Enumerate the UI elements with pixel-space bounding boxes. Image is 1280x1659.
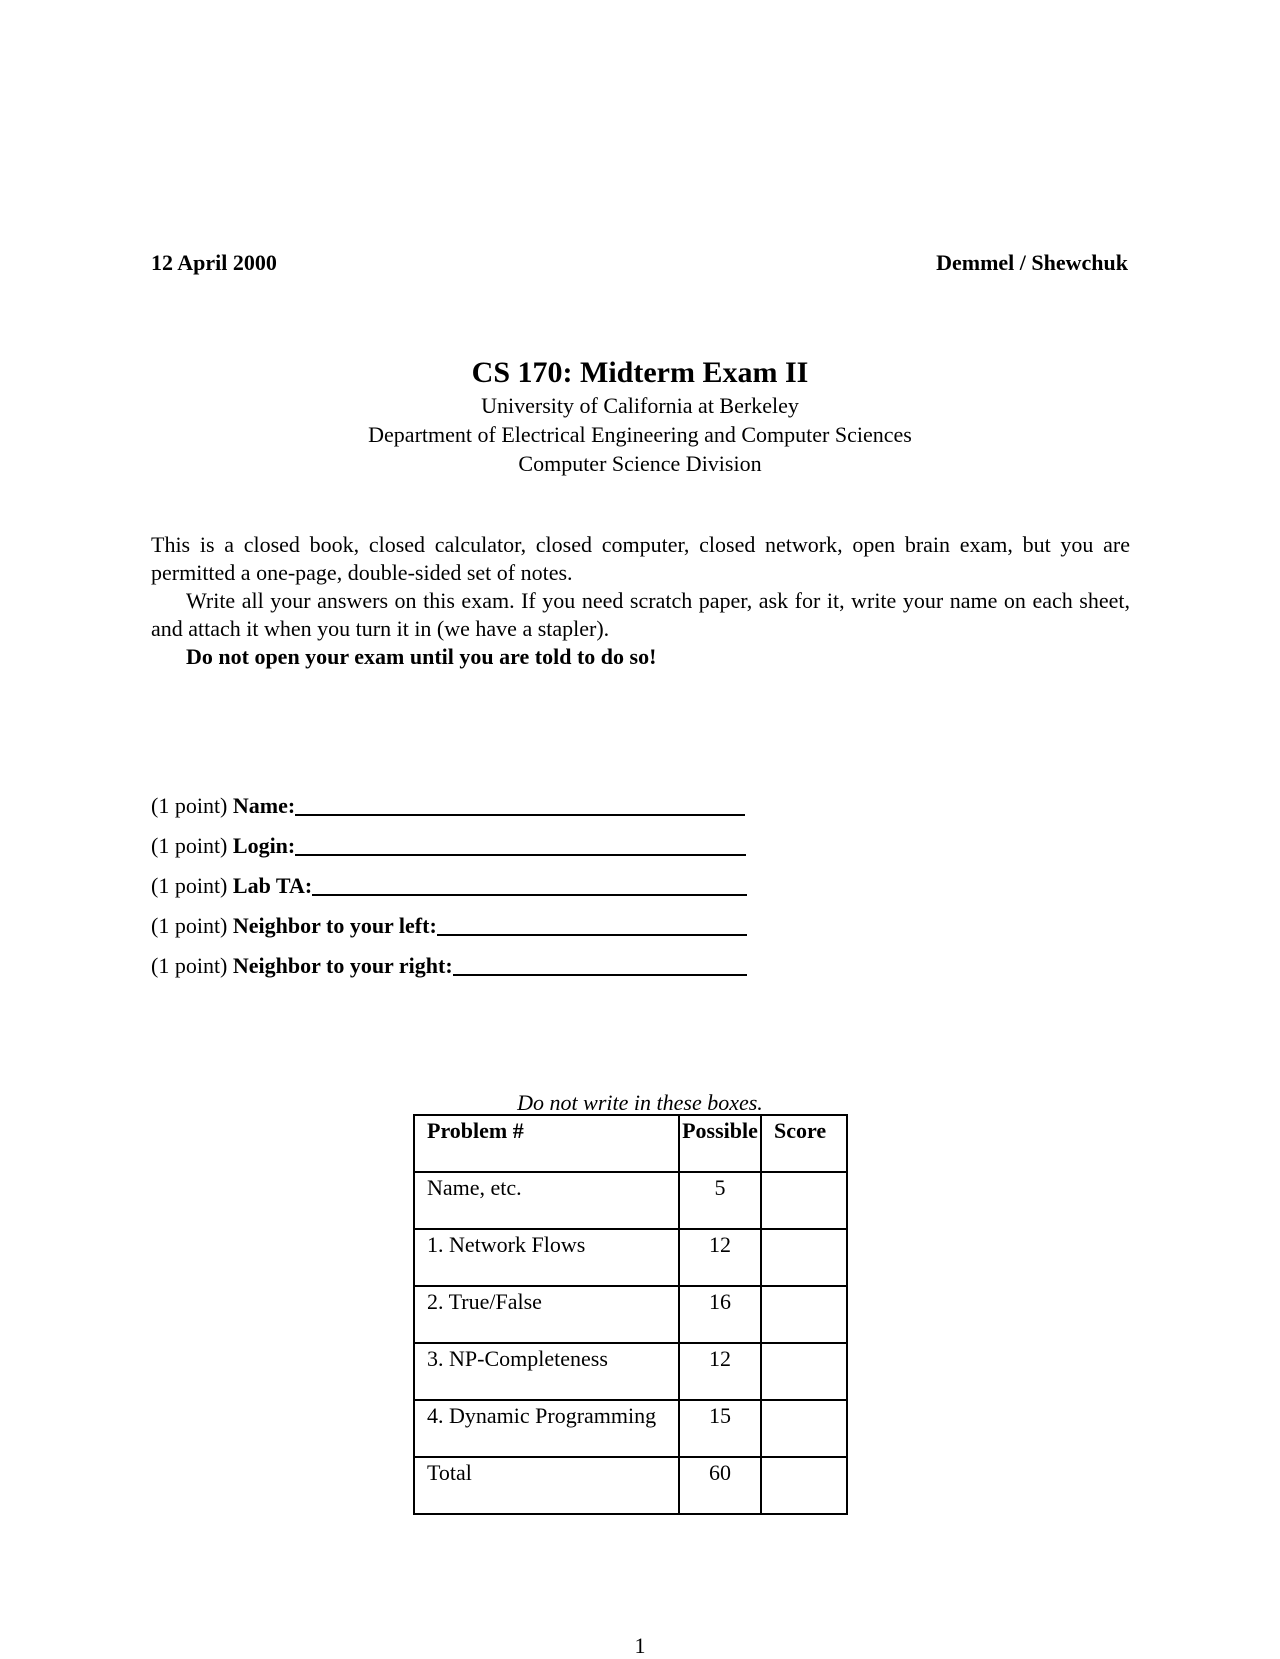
instructions-paragraph-2: Write all your answers on this exam. If you need scratch paper, ask for it, write your name on each sheet, and attach it when you turn it in (we have a stapler). <box>151 588 1130 641</box>
table-row <box>414 1400 847 1457</box>
neighbor-left-blank-line[interactable] <box>437 912 747 936</box>
exam-title: CS 170: Midterm Exam II <box>471 356 809 389</box>
possible-cell: 15 <box>679 1400 761 1457</box>
field-label: Lab TA: <box>232 873 313 898</box>
name-blank-line[interactable] <box>295 792 745 816</box>
division-name: Computer Science Division <box>518 451 762 476</box>
score-cell[interactable] <box>761 1172 847 1229</box>
instructions <box>151 531 1130 671</box>
exam-date: 12 April 2000 <box>151 250 277 275</box>
field-neighbor-left[interactable] <box>151 906 747 946</box>
problem-cell: 2. True/False <box>414 1286 679 1343</box>
table-row <box>414 1229 847 1286</box>
login-blank-line[interactable] <box>295 832 746 856</box>
table-row <box>414 1286 847 1343</box>
score-cell[interactable] <box>761 1400 847 1457</box>
field-points: (1 point) <box>151 873 233 898</box>
problem-cell: 1. Network Flows <box>414 1229 679 1286</box>
field-name[interactable] <box>151 786 747 826</box>
table-row-total <box>414 1457 847 1514</box>
student-info-fields <box>151 786 747 986</box>
problem-cell: 3. NP-Completeness <box>414 1343 679 1400</box>
field-lab-ta[interactable] <box>151 866 747 906</box>
problem-cell: Name, etc. <box>414 1172 679 1229</box>
department-name: Department of Electrical Engineering and Computer Sciences <box>368 422 912 447</box>
table-header-row <box>414 1115 847 1172</box>
page-number: 1 <box>634 1633 646 1658</box>
university-name: University of California at Berkeley <box>481 393 799 418</box>
problem-cell: Total <box>414 1457 679 1514</box>
field-neighbor-right[interactable] <box>151 946 747 986</box>
neighbor-right-blank-line[interactable] <box>453 952 747 976</box>
table-row <box>414 1343 847 1400</box>
instructions-paragraph-1: This is a closed book, closed calculator, closed computer, closed network, open brain exam, but you are permitted a one-page, double-sided set of notes. <box>151 532 1130 585</box>
possible-cell: 12 <box>679 1229 761 1286</box>
possible-cell: 5 <box>679 1172 761 1229</box>
header-problem: Problem # <box>414 1115 679 1172</box>
score-cell[interactable] <box>761 1457 847 1514</box>
field-points: (1 point) <box>151 953 233 978</box>
table-row <box>414 1172 847 1229</box>
possible-cell: 12 <box>679 1343 761 1400</box>
score-table-caption: Do not write in these boxes. <box>517 1090 763 1115</box>
field-label: Login: <box>232 833 296 858</box>
score-table <box>413 1114 848 1515</box>
field-label: Name: <box>232 793 296 818</box>
field-points: (1 point) <box>151 913 233 938</box>
field-points: (1 point) <box>151 793 233 818</box>
field-label: Neighbor to your left: <box>232 913 437 938</box>
lab-ta-blank-line[interactable] <box>312 872 747 896</box>
score-cell[interactable] <box>761 1343 847 1400</box>
title-block <box>0 355 1280 478</box>
score-cell[interactable] <box>761 1229 847 1286</box>
field-points: (1 point) <box>151 833 233 858</box>
exam-authors: Demmel / Shewchuk <box>936 250 1128 275</box>
header-score: Score <box>761 1115 847 1172</box>
problem-cell: 4. Dynamic Programming <box>414 1400 679 1457</box>
field-login[interactable] <box>151 826 747 866</box>
header-possible: Possible <box>679 1115 761 1172</box>
field-label: Neighbor to your right: <box>232 953 453 978</box>
possible-cell: 60 <box>679 1457 761 1514</box>
instructions-warning: Do not open your exam until you are told to do so! <box>186 644 657 669</box>
score-cell[interactable] <box>761 1286 847 1343</box>
possible-cell: 16 <box>679 1286 761 1343</box>
